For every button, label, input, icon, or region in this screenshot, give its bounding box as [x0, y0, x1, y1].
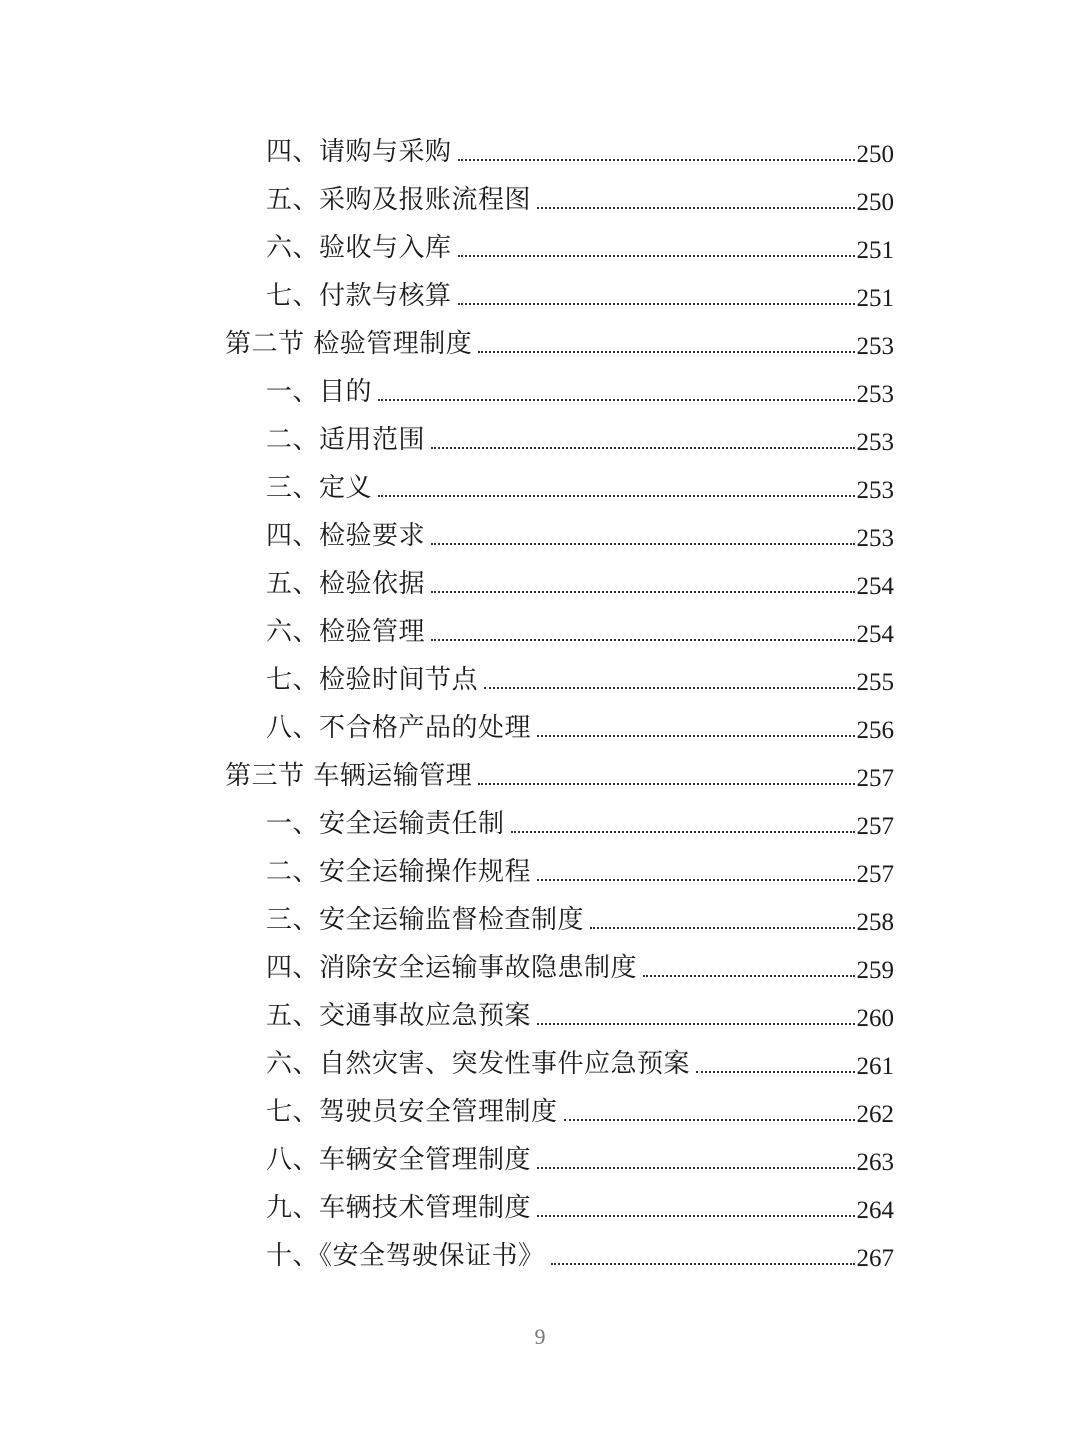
toc-item-row: [0, 992, 1080, 1040]
toc-item-row: [0, 704, 1080, 752]
toc-entry-title: 八、不合格产品的处理: [266, 713, 532, 743]
toc-entry-page: 258: [856, 908, 894, 936]
toc-dot-leader: [564, 1119, 855, 1121]
toc-dot-leader: [551, 1263, 855, 1265]
toc-item-row: [0, 1040, 1080, 1088]
toc-entry-title: 八、车辆安全管理制度: [266, 1145, 532, 1175]
toc-entry-title: 第二节 检验管理制度: [225, 329, 473, 359]
toc-entry-title: 一、安全运输责任制: [266, 809, 505, 839]
toc-entry-title: 五、检验依据: [266, 569, 426, 599]
toc-item-row: [0, 176, 1080, 224]
toc-entry-page: 262: [856, 1100, 894, 1128]
toc-entry-title: 一、目的: [266, 377, 373, 407]
toc-dot-leader: [431, 591, 854, 593]
table-of-contents: [0, 128, 1080, 1280]
toc-item-row: [0, 1136, 1080, 1184]
toc-item-row: [0, 800, 1080, 848]
toc-item-row: [0, 560, 1080, 608]
toc-dot-leader: [537, 735, 854, 737]
toc-entry-title: 六、验收与入库: [266, 233, 452, 263]
toc-dot-leader: [478, 351, 854, 353]
toc-dot-leader: [484, 687, 854, 689]
toc-entry-title: 三、定义: [266, 473, 373, 503]
toc-dot-leader: [537, 1167, 854, 1169]
toc-entry-page: 267: [856, 1244, 894, 1272]
toc-entry-title: 二、适用范围: [266, 425, 426, 455]
toc-item-row: [0, 464, 1080, 512]
toc-dot-leader: [458, 255, 855, 257]
toc-item-row: [0, 848, 1080, 896]
toc-item-row: [0, 416, 1080, 464]
toc-entry-page: 253: [856, 524, 894, 552]
toc-entry-title: 三、安全运输监督检查制度: [266, 905, 585, 935]
toc-entry-page: 255: [856, 668, 894, 696]
toc-dot-leader: [537, 879, 854, 881]
toc-entry-page: 250: [856, 188, 894, 216]
toc-dot-leader: [696, 1071, 854, 1073]
toc-dot-leader: [537, 207, 854, 209]
toc-entry-title: 四、消除安全运输事故隐患制度: [266, 953, 638, 983]
toc-entry-title: 九、车辆技术管理制度: [266, 1193, 532, 1223]
toc-dot-leader: [511, 831, 855, 833]
toc-entry-page: 256: [856, 716, 894, 744]
toc-item-row: [0, 368, 1080, 416]
toc-item-row: [0, 1088, 1080, 1136]
toc-entry-title: 十、《安全驾驶保证书》: [266, 1241, 545, 1271]
toc-entry-page: 257: [856, 764, 894, 792]
toc-dot-leader: [431, 639, 854, 641]
toc-dot-leader: [478, 783, 854, 785]
toc-section-row: [0, 752, 1080, 800]
toc-entry-page: 253: [856, 476, 894, 504]
toc-entry-page: 260: [856, 1004, 894, 1032]
toc-item-row: [0, 944, 1080, 992]
toc-dot-leader: [537, 1215, 854, 1217]
toc-dot-leader: [431, 543, 854, 545]
toc-entry-page: 251: [856, 284, 894, 312]
toc-entry-title: 五、交通事故应急预案: [266, 1001, 532, 1031]
page-number: 9: [534, 1324, 546, 1349]
toc-entry-page: 254: [856, 572, 894, 600]
toc-item-row: [0, 128, 1080, 176]
toc-dot-leader: [458, 303, 855, 305]
toc-entry-title: 七、检验时间节点: [266, 665, 479, 695]
toc-entry-page: 253: [856, 332, 894, 360]
toc-item-row: [0, 896, 1080, 944]
toc-dot-leader: [643, 975, 854, 977]
toc-entry-page: 253: [856, 428, 894, 456]
toc-item-row: [0, 224, 1080, 272]
toc-item-row: [0, 272, 1080, 320]
toc-entry-title: 五、采购及报账流程图: [266, 185, 532, 215]
toc-dot-leader: [378, 399, 854, 401]
toc-entry-page: 250: [856, 140, 894, 168]
toc-dot-leader: [378, 495, 854, 497]
toc-item-row: [0, 1184, 1080, 1232]
toc-dot-leader: [431, 447, 854, 449]
toc-entry-page: 254: [856, 620, 894, 648]
toc-entry-title: 二、安全运输操作规程: [266, 857, 532, 887]
toc-entry-page: 251: [856, 236, 894, 264]
toc-entry-title: 四、请购与采购: [266, 137, 452, 167]
toc-item-row: [0, 656, 1080, 704]
toc-dot-leader: [537, 1023, 854, 1025]
toc-item-row: [0, 608, 1080, 656]
toc-entry-title: 四、检验要求: [266, 521, 426, 551]
toc-entry-title: 七、驾驶员安全管理制度: [266, 1097, 558, 1127]
toc-entry-page: 264: [856, 1196, 894, 1224]
toc-entry-page: 257: [856, 812, 894, 840]
toc-dot-leader: [458, 159, 855, 161]
toc-entry-page: 263: [856, 1148, 894, 1176]
toc-item-row: [0, 1232, 1080, 1280]
toc-entry-page: 253: [856, 380, 894, 408]
toc-dot-leader: [590, 927, 854, 929]
toc-entry-page: 261: [856, 1052, 894, 1080]
toc-item-row: [0, 512, 1080, 560]
toc-entry-title: 第三节 车辆运输管理: [225, 761, 473, 791]
toc-entry-page: 257: [856, 860, 894, 888]
toc-entry-title: 六、自然灾害、突发性事件应急预案: [266, 1049, 691, 1079]
toc-section-row: [0, 320, 1080, 368]
toc-entry-title: 六、检验管理: [266, 617, 426, 647]
toc-entry-page: 259: [856, 956, 894, 984]
toc-entry-title: 七、付款与核算: [266, 281, 452, 311]
